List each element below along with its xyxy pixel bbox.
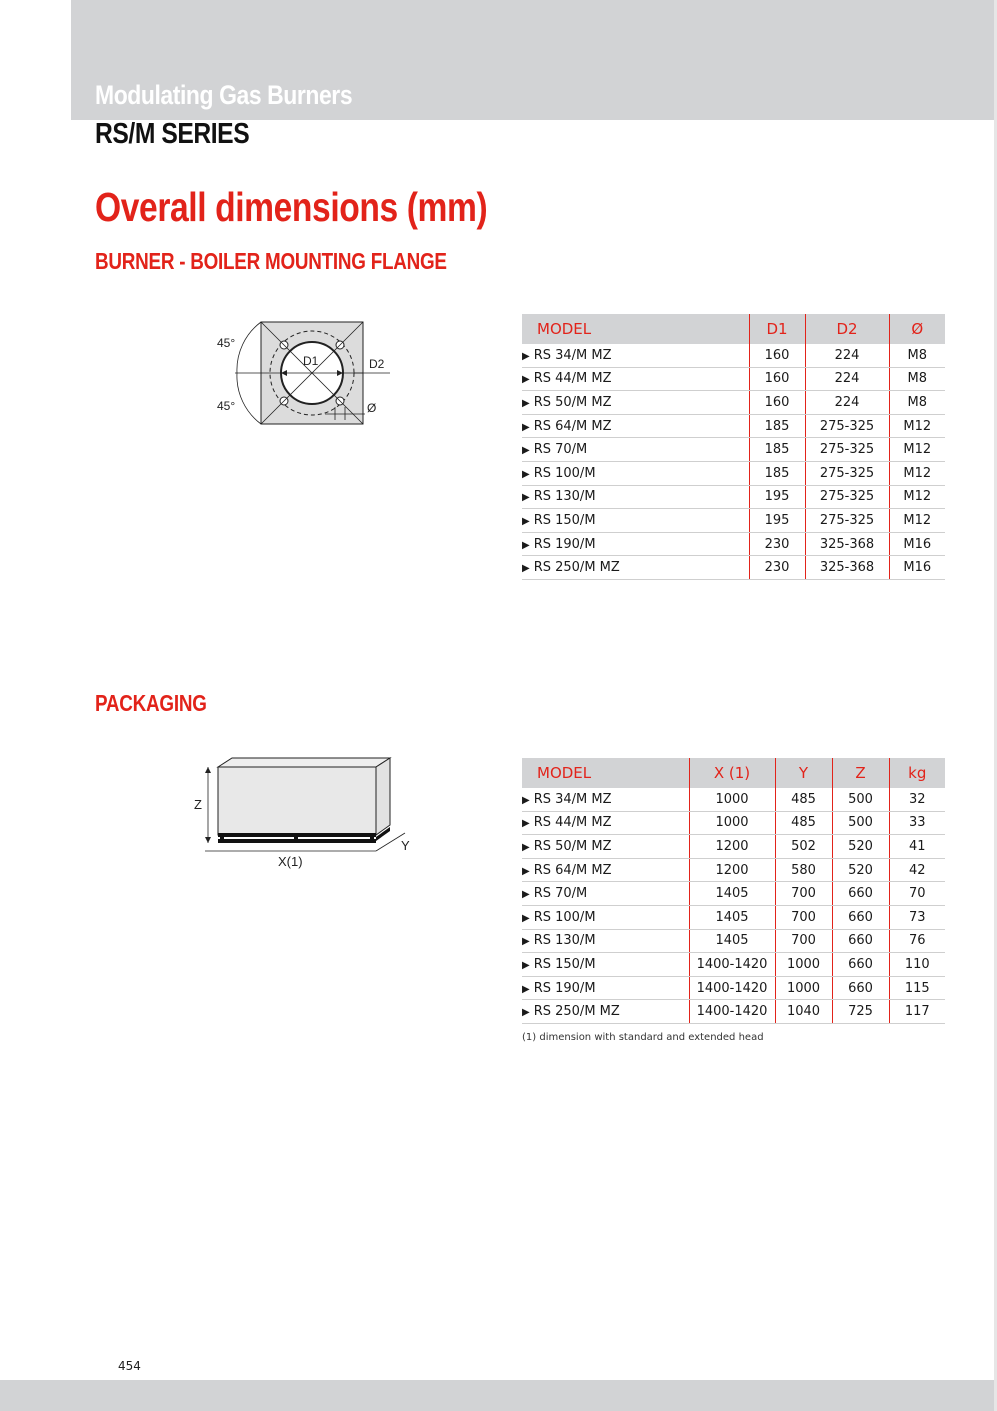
- table-row: [522, 438, 945, 462]
- value-cell: 110: [889, 953, 945, 977]
- value-cell: 42: [889, 858, 945, 882]
- triangle-right-icon: ▶: [522, 374, 530, 386]
- value-cell: 275-325: [805, 461, 889, 485]
- triangle-right-icon: ▶: [522, 350, 530, 362]
- model-label: RS 150/M: [533, 956, 596, 972]
- model-label: RS 64/M MZ: [533, 418, 612, 434]
- table-row: [522, 509, 945, 533]
- value-cell: 325-368: [805, 556, 889, 580]
- value-cell: M16: [889, 532, 945, 556]
- value-cell: 195: [749, 485, 805, 509]
- value-cell: 185: [749, 438, 805, 462]
- triangle-right-icon: ▶: [522, 563, 530, 575]
- model-cell: [522, 788, 689, 811]
- model-label: RS 50/M MZ: [533, 394, 612, 410]
- value-cell: 1000: [775, 953, 832, 977]
- y-label: Y: [401, 838, 410, 853]
- angle-bottom-label: 45°: [217, 399, 236, 413]
- value-cell: 1000: [689, 811, 775, 835]
- model-label: RS 190/M: [533, 980, 596, 996]
- value-cell: 1405: [689, 905, 775, 929]
- value-cell: 1400-1420: [689, 1000, 775, 1024]
- model-label: RS 34/M MZ: [533, 347, 612, 363]
- model-cell: [522, 905, 689, 929]
- value-cell: 502: [775, 835, 832, 859]
- value-cell: 660: [832, 976, 889, 1000]
- value-cell: 185: [749, 461, 805, 485]
- model-label: RS 100/M: [533, 465, 596, 481]
- value-cell: 1400-1420: [689, 976, 775, 1000]
- value-cell: 76: [889, 929, 945, 953]
- value-cell: 485: [775, 788, 832, 811]
- triangle-right-icon: ▶: [522, 912, 530, 924]
- value-cell: 660: [832, 929, 889, 953]
- value-cell: 224: [805, 344, 889, 367]
- column-header: MODEL: [522, 314, 749, 344]
- value-cell: 275-325: [805, 509, 889, 533]
- triangle-right-icon: ▶: [522, 397, 530, 409]
- value-cell: 117: [889, 1000, 945, 1024]
- table-row: [522, 344, 945, 367]
- table-header-row: [522, 758, 945, 788]
- value-cell: 700: [775, 929, 832, 953]
- packaging-drawing: [190, 755, 420, 870]
- value-cell: 32: [889, 788, 945, 811]
- model-cell: [522, 367, 749, 391]
- value-cell: 185: [749, 414, 805, 438]
- triangle-right-icon: ▶: [522, 539, 530, 551]
- model-cell: [522, 532, 749, 556]
- triangle-right-icon: ▶: [522, 1007, 530, 1019]
- column-header: Ø: [889, 314, 945, 344]
- value-cell: 485: [775, 811, 832, 835]
- model-label: RS 70/M: [533, 886, 588, 902]
- table-row: [522, 556, 945, 580]
- table-row: [522, 811, 945, 835]
- triangle-right-icon: ▶: [522, 841, 530, 853]
- value-cell: 660: [832, 882, 889, 906]
- value-cell: 41: [889, 835, 945, 859]
- model-label: RS 150/M: [533, 512, 596, 528]
- flange-section-title: BURNER - BOILER MOUNTING FLANGE: [95, 248, 447, 274]
- d1-label: D1: [303, 354, 319, 368]
- model-label: RS 34/M MZ: [533, 791, 612, 807]
- value-cell: 115: [889, 976, 945, 1000]
- model-label: RS 190/M: [533, 536, 596, 552]
- table-row: [522, 1000, 945, 1024]
- value-cell: 700: [775, 905, 832, 929]
- model-label: RS 44/M MZ: [533, 815, 612, 831]
- value-cell: M12: [889, 485, 945, 509]
- model-cell: [522, 438, 749, 462]
- d2-label: D2: [369, 357, 385, 371]
- value-cell: 275-325: [805, 485, 889, 509]
- model-cell: [522, 976, 689, 1000]
- model-cell: [522, 1000, 689, 1024]
- model-cell: [522, 811, 689, 835]
- value-cell: 1000: [775, 976, 832, 1000]
- model-label: RS 50/M MZ: [533, 838, 612, 854]
- value-cell: 500: [832, 811, 889, 835]
- triangle-right-icon: ▶: [522, 445, 530, 457]
- triangle-right-icon: ▶: [522, 865, 530, 877]
- value-cell: 275-325: [805, 414, 889, 438]
- table-row: [522, 882, 945, 906]
- model-label: RS 64/M MZ: [533, 862, 612, 878]
- triangle-right-icon: ▶: [522, 818, 530, 830]
- packaging-section-title: PACKAGING: [95, 690, 207, 716]
- value-cell: 1040: [775, 1000, 832, 1024]
- value-cell: 660: [832, 953, 889, 977]
- value-cell: 700: [775, 882, 832, 906]
- value-cell: 580: [775, 858, 832, 882]
- x-label: X(1): [278, 854, 303, 869]
- triangle-right-icon: ▶: [522, 515, 530, 527]
- model-cell: [522, 391, 749, 415]
- table-row: [522, 461, 945, 485]
- value-cell: 725: [832, 1000, 889, 1024]
- model-cell: [522, 556, 749, 580]
- model-label: RS 250/M MZ: [533, 560, 620, 576]
- value-cell: M12: [889, 509, 945, 533]
- value-cell: 660: [832, 905, 889, 929]
- series-title: RS/M SERIES: [95, 118, 250, 150]
- value-cell: M8: [889, 367, 945, 391]
- model-label: RS 130/M: [533, 933, 596, 949]
- table-row: [522, 532, 945, 556]
- model-cell: [522, 344, 749, 367]
- value-cell: 230: [749, 532, 805, 556]
- model-cell: [522, 461, 749, 485]
- triangle-right-icon: ▶: [522, 936, 530, 948]
- value-cell: 160: [749, 344, 805, 367]
- model-cell: [522, 414, 749, 438]
- column-header: Z: [832, 758, 889, 788]
- model-cell: [522, 858, 689, 882]
- table-row: [522, 953, 945, 977]
- angle-top-label: 45°: [217, 336, 236, 350]
- footer-band: [0, 1380, 997, 1411]
- value-cell: 160: [749, 367, 805, 391]
- value-cell: 224: [805, 367, 889, 391]
- column-header: MODEL: [522, 758, 689, 788]
- value-cell: 73: [889, 905, 945, 929]
- value-cell: M16: [889, 556, 945, 580]
- flange-table: [522, 314, 945, 580]
- flange-drawing: [205, 310, 405, 435]
- value-cell: M12: [889, 438, 945, 462]
- value-cell: 500: [832, 788, 889, 811]
- table-row: [522, 858, 945, 882]
- triangle-right-icon: ▶: [522, 889, 530, 901]
- table-row: [522, 835, 945, 859]
- value-cell: 520: [832, 858, 889, 882]
- packaging-table: [522, 758, 945, 1024]
- section-title: Overall dimensions (mm): [95, 184, 488, 230]
- column-header: kg: [889, 758, 945, 788]
- column-header: D1: [749, 314, 805, 344]
- value-cell: 195: [749, 509, 805, 533]
- table-row: [522, 976, 945, 1000]
- value-cell: 275-325: [805, 438, 889, 462]
- table-row: [522, 367, 945, 391]
- table-row: [522, 485, 945, 509]
- model-cell: [522, 953, 689, 977]
- z-label: Z: [194, 797, 202, 812]
- model-label: RS 100/M: [533, 909, 596, 925]
- value-cell: 1405: [689, 929, 775, 953]
- value-cell: 1000: [689, 788, 775, 811]
- value-cell: 520: [832, 835, 889, 859]
- triangle-right-icon: ▶: [522, 983, 530, 995]
- column-header: Y: [775, 758, 832, 788]
- value-cell: 33: [889, 811, 945, 835]
- model-label: RS 130/M: [533, 489, 596, 505]
- page-number: 454: [118, 1359, 141, 1373]
- column-header: D2: [805, 314, 889, 344]
- value-cell: M12: [889, 461, 945, 485]
- triangle-right-icon: ▶: [522, 794, 530, 806]
- value-cell: 1405: [689, 882, 775, 906]
- table-row: [522, 929, 945, 953]
- value-cell: M8: [889, 344, 945, 367]
- value-cell: 160: [749, 391, 805, 415]
- triangle-right-icon: ▶: [522, 959, 530, 971]
- packaging-footnote: (1) dimension with standard and extended head: [522, 1032, 764, 1043]
- value-cell: 224: [805, 391, 889, 415]
- value-cell: M12: [889, 414, 945, 438]
- model-label: RS 44/M MZ: [533, 371, 612, 387]
- triangle-right-icon: ▶: [522, 468, 530, 480]
- model-cell: [522, 882, 689, 906]
- model-cell: [522, 835, 689, 859]
- model-cell: [522, 509, 749, 533]
- phi-label: Ø: [367, 401, 377, 415]
- value-cell: 70: [889, 882, 945, 906]
- value-cell: M8: [889, 391, 945, 415]
- value-cell: 1400-1420: [689, 953, 775, 977]
- value-cell: 1200: [689, 858, 775, 882]
- model-cell: [522, 929, 689, 953]
- table-header-row: [522, 314, 945, 344]
- model-label: RS 70/M: [533, 442, 588, 458]
- value-cell: 325-368: [805, 532, 889, 556]
- table-row: [522, 391, 945, 415]
- table-row: [522, 414, 945, 438]
- table-row: [522, 788, 945, 811]
- column-header: X (1): [689, 758, 775, 788]
- model-cell: [522, 485, 749, 509]
- table-row: [522, 905, 945, 929]
- value-cell: 230: [749, 556, 805, 580]
- triangle-right-icon: ▶: [522, 492, 530, 504]
- value-cell: 1200: [689, 835, 775, 859]
- header-title: Modulating Gas Burners: [95, 80, 353, 110]
- triangle-right-icon: ▶: [522, 421, 530, 433]
- model-label: RS 250/M MZ: [533, 1004, 620, 1020]
